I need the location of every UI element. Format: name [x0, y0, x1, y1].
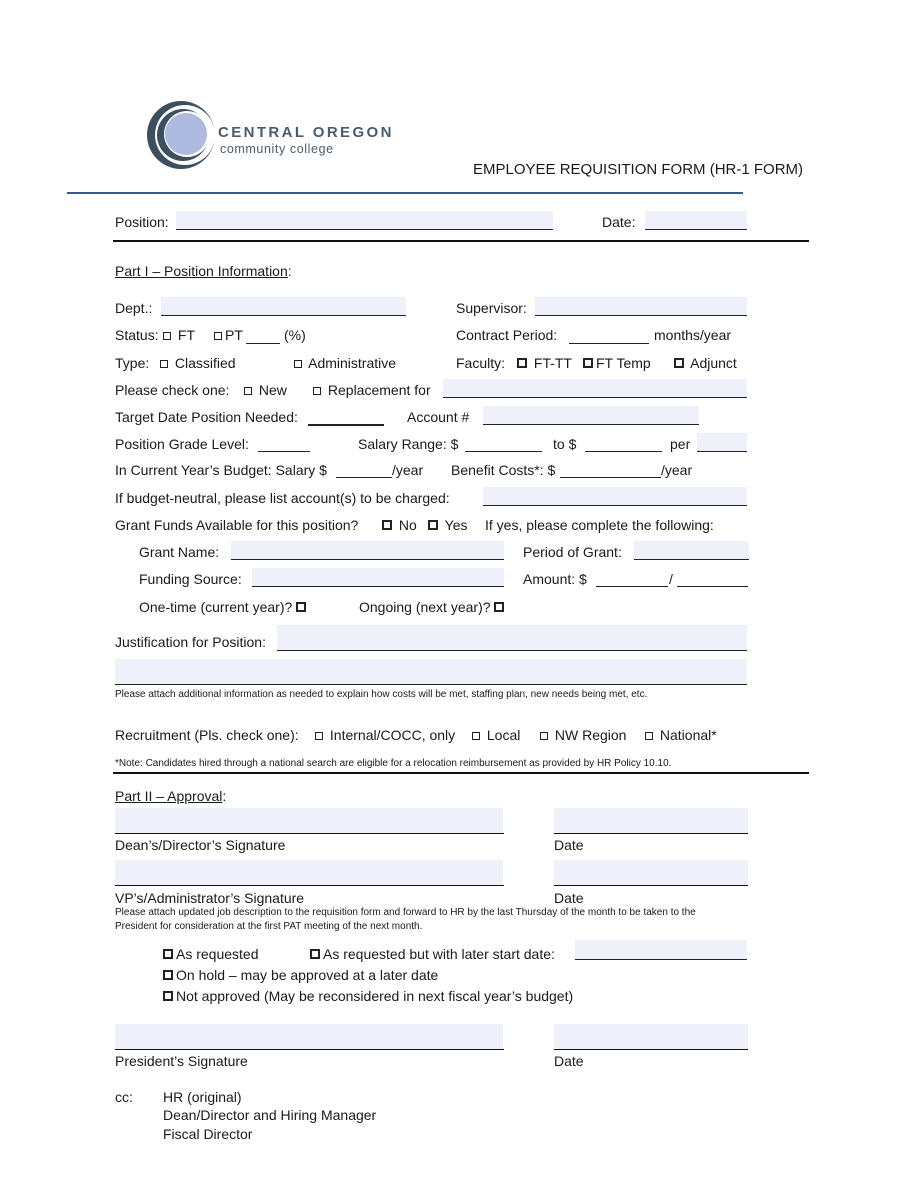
president-date-label: Date	[554, 1053, 584, 1069]
check-new-option[interactable]: New	[244, 382, 287, 398]
contract-period-input[interactable]	[569, 325, 649, 344]
position-input[interactable]	[176, 211, 553, 230]
budget-salary-input[interactable]	[336, 459, 392, 478]
faculty-fttt-checkbox[interactable]	[517, 358, 527, 368]
cc-item: Dean/Director and Hiring Manager	[163, 1107, 377, 1123]
later-start-date-input[interactable]	[575, 940, 747, 960]
salary-range-label: Salary Range: $	[358, 436, 459, 452]
recruitment-label: Recruitment (Pls. check one):	[115, 727, 299, 743]
approval-not-approved-checkbox[interactable]	[163, 991, 173, 1001]
period-of-grant-input[interactable]	[634, 541, 749, 560]
contract-period-label: Contract Period:	[456, 327, 558, 343]
part1-heading: Part I – Position Information:	[115, 263, 292, 279]
amount-label: Amount: $	[523, 571, 587, 587]
target-date-input[interactable]	[308, 406, 384, 426]
cc-item: Fiscal Director	[163, 1126, 253, 1142]
dean-signature-line	[115, 833, 504, 834]
amount-per-input[interactable]	[677, 568, 748, 587]
type-administrative-option[interactable]: Administrative	[294, 355, 396, 371]
target-date-label: Target Date Position Needed:	[115, 409, 298, 425]
president-signature-label: President’s Signature	[115, 1053, 248, 1069]
supervisor-input[interactable]	[535, 297, 747, 316]
benefit-costs-input[interactable]	[560, 459, 661, 478]
cc-item: HR (original)	[163, 1089, 242, 1105]
president-signature-field[interactable]	[115, 1024, 503, 1049]
benefit-costs-label: Benefit Costs*: $	[451, 462, 556, 478]
recruitment-national-option[interactable]: National*	[645, 727, 717, 743]
dept-input[interactable]	[161, 297, 406, 316]
benefit-year-label: /year	[661, 462, 693, 478]
position-label: Position:	[115, 214, 169, 230]
recruitment-nw-checkbox[interactable]	[540, 732, 548, 740]
grant-no-option[interactable]: No	[382, 517, 417, 533]
type-administrative-checkbox[interactable]	[294, 360, 302, 368]
attach-note: Please attach additional information as needed to explain how costs will be met, staffing plan, new needs being met, etc.	[115, 689, 648, 700]
dean-signature-label: Dean’s/Director’s Signature	[115, 837, 286, 853]
faculty-label: Faculty:	[456, 355, 506, 371]
vp-date-line	[554, 885, 748, 886]
recruitment-internal-option[interactable]: Internal/COCC, only	[315, 727, 455, 743]
salary-max-input[interactable]	[585, 433, 662, 452]
vp-date-label: Date	[554, 890, 584, 906]
approval-later-start-checkbox[interactable]	[310, 949, 320, 959]
recruitment-national-checkbox[interactable]	[645, 732, 653, 740]
date-input[interactable]	[645, 211, 747, 230]
approval-as-requested-checkbox[interactable]	[163, 949, 173, 959]
grant-yes-option[interactable]: Yes	[428, 517, 467, 533]
ongoing-option[interactable]: Ongoing (next year)?	[359, 599, 507, 615]
account-input[interactable]	[483, 406, 699, 425]
brand-name: CENTRAL OREGON	[218, 124, 394, 141]
approval-on-hold-checkbox[interactable]	[163, 970, 173, 980]
one-time-checkbox[interactable]	[296, 602, 306, 612]
check-replacement-option[interactable]: Replacement for	[313, 382, 431, 398]
vp-signature-line	[115, 885, 504, 886]
part2-heading: Part II – Approval:	[115, 788, 227, 804]
vp-date-field[interactable]	[554, 860, 748, 885]
replacement-for-input[interactable]	[443, 379, 747, 398]
college-logo-icon	[146, 98, 214, 172]
salary-per-input[interactable]	[697, 433, 747, 452]
status-pt-option[interactable]: PT	[214, 327, 243, 343]
dean-date-field[interactable]	[554, 808, 748, 833]
recruitment-local-option[interactable]: Local	[472, 727, 520, 743]
cc-label: cc:	[115, 1089, 133, 1105]
grade-input[interactable]	[258, 433, 310, 452]
budget-neutral-label: If budget-neutral, please list account(s) to be charged:	[115, 490, 450, 506]
check-one-label: Please check one:	[115, 382, 230, 398]
dean-date-line	[554, 833, 748, 834]
funding-source-input[interactable]	[252, 568, 504, 587]
form-title: EMPLOYEE REQUISITION FORM (HR-1 FORM)	[473, 161, 804, 178]
president-date-line	[554, 1049, 748, 1050]
instructions-line2: President for consideration at the first PAT meeting of the next month.	[115, 921, 423, 932]
account-label: Account #	[407, 409, 470, 425]
faculty-fttemp-option[interactable]: FT Temp	[583, 355, 651, 371]
grant-no-checkbox[interactable]	[382, 520, 392, 530]
amount-input[interactable]	[596, 568, 668, 587]
justification-label: Justification for Position:	[115, 634, 266, 650]
status-label: Status:	[115, 327, 159, 343]
date-label: Date:	[602, 214, 636, 230]
amount-slash: /	[669, 571, 673, 587]
funding-source-label: Funding Source:	[139, 571, 242, 587]
header-divider	[67, 192, 743, 194]
status-pt-checkbox[interactable]	[214, 332, 222, 340]
dean-signature-field[interactable]	[115, 808, 503, 833]
ongoing-checkbox[interactable]	[494, 602, 504, 612]
justification-input-line2[interactable]	[115, 659, 747, 685]
type-label: Type:	[115, 355, 150, 371]
grant-if-yes-label: If yes, please complete the following:	[485, 517, 714, 533]
grant-funds-label: Grant Funds Available for this position?	[115, 517, 359, 533]
justification-input-line1[interactable]	[277, 625, 747, 651]
recruitment-internal-checkbox[interactable]	[315, 732, 323, 740]
status-ft-option[interactable]: FT	[163, 327, 195, 343]
recruitment-nw-option[interactable]: NW Region	[540, 727, 626, 743]
national-search-note: *Note: Candidates hired through a national search are eligible for a relocation reimbursement as provided by HR Policy 10.10.	[115, 758, 672, 769]
vp-signature-label: VP’s/Administrator’s Signature	[115, 890, 305, 906]
vp-signature-field[interactable]	[115, 860, 503, 885]
budget-year-label: /year	[392, 462, 424, 478]
pt-percent-input[interactable]	[246, 325, 280, 344]
supervisor-label: Supervisor:	[456, 300, 527, 316]
approval-later-start-option[interactable]: As requested but with later start date:	[310, 946, 555, 962]
faculty-fttemp-checkbox[interactable]	[583, 358, 593, 368]
recruitment-local-checkbox[interactable]	[472, 732, 480, 740]
section-divider-middle	[113, 772, 809, 774]
pt-percent-label: (%)	[284, 327, 306, 343]
type-classified-option[interactable]: Classified	[160, 355, 236, 371]
approval-on-hold-option[interactable]: On hold – may be approved at a later date	[163, 967, 438, 983]
instructions-line1: Please attach updated job description to the requisition form and forward to HR by the last Thursday of the month to be taken to the	[115, 907, 696, 918]
approval-not-approved-option[interactable]: Not approved (May be reconsidered in next fiscal year’s budget)	[163, 988, 573, 1004]
status-ft-checkbox[interactable]	[163, 332, 171, 340]
type-classified-checkbox[interactable]	[160, 360, 168, 368]
grant-name-label: Grant Name:	[139, 544, 220, 560]
faculty-adjunct-checkbox[interactable]	[674, 358, 684, 368]
contract-period-unit: months/year	[654, 327, 732, 343]
grade-label: Position Grade Level:	[115, 436, 249, 452]
budget-neutral-input[interactable]	[483, 487, 747, 506]
budget-label: In Current Year’s Budget: Salary $	[115, 462, 327, 478]
dept-label: Dept.:	[115, 300, 153, 316]
section-divider-top	[113, 240, 809, 242]
faculty-fttt-option[interactable]: FT-TT	[517, 355, 572, 371]
salary-min-input[interactable]	[465, 433, 542, 452]
grant-yes-checkbox[interactable]	[428, 520, 438, 530]
grant-name-input[interactable]	[231, 541, 504, 560]
salary-per-label: per	[670, 436, 691, 452]
president-date-field[interactable]	[554, 1024, 748, 1049]
brand-subtitle: community college	[220, 142, 334, 156]
period-of-grant-label: Period of Grant:	[523, 544, 622, 560]
check-replacement-checkbox[interactable]	[313, 387, 321, 395]
check-new-checkbox[interactable]	[244, 387, 252, 395]
president-signature-line	[115, 1049, 504, 1050]
dean-date-label: Date	[554, 837, 584, 853]
approval-as-requested-option[interactable]: As requested	[163, 946, 259, 962]
one-time-option[interactable]: One-time (current year)?	[139, 599, 309, 615]
faculty-adjunct-option[interactable]: Adjunct	[674, 355, 737, 371]
salary-to-label: to $	[553, 436, 577, 452]
